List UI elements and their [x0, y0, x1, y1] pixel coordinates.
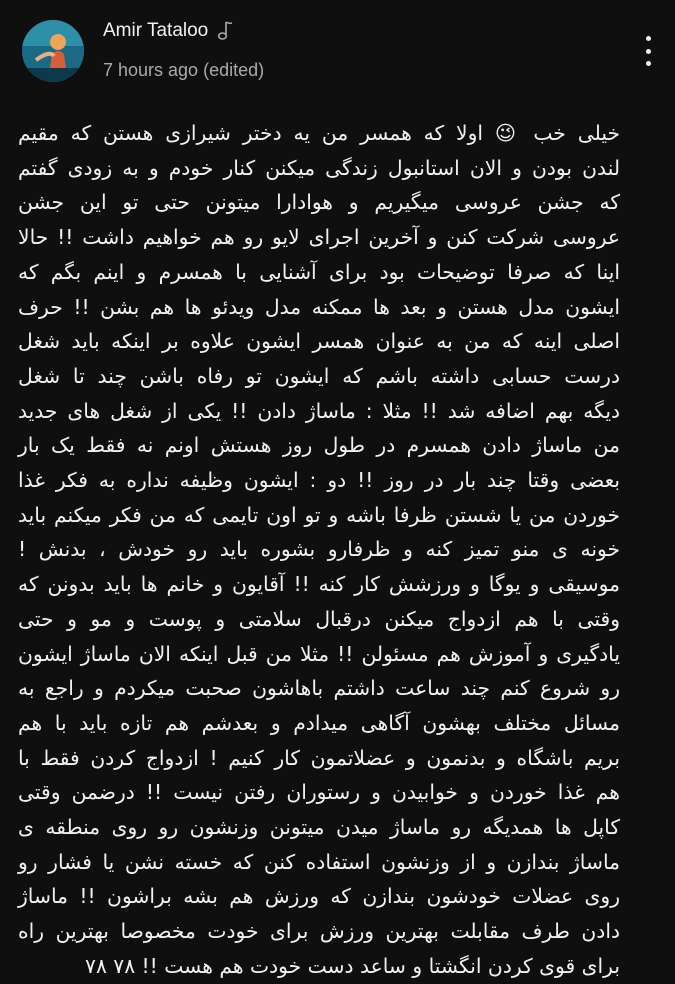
music-note-icon: [216, 20, 234, 42]
comment-line: خیلی خب 😉 اولا که همسر من یه دختر شیرازی هستن که مقیم: [18, 121, 620, 145]
comment-line: که جشن عروسی میگیریم و هوادارا میتونن حتی تو این جشن: [18, 190, 620, 215]
author-name[interactable]: Amir Tataloo: [103, 20, 209, 41]
author-row: [103, 20, 234, 42]
comment-timestamp[interactable]: 7 hours ago (edited): [103, 60, 265, 80]
comment-line: اینا که صرفا توضیحات بود برای آشنایی با همسرم و اینم بگم که: [18, 259, 620, 284]
comment-line: من ماساژ دادن همسرم در طول روز هستش اونم نه فقط یک بار: [18, 433, 620, 458]
comment-line: مسائل مختلف بهشون آگاهی میدادم و بعدشم هم تازه باید با هم: [18, 710, 620, 735]
comment-text: [18, 116, 620, 984]
comment-line: هم غذا خوردن و خوابیدن و رستوران رفتن نیست !! درضمن وقتی: [18, 780, 620, 805]
comment-line: ایشون مدل هستن و بعد ها ممکنه مدل ویدئو ها هم بشن !! حرف: [18, 294, 620, 319]
comment-line: کاپل ها همدیگه رو ماساژ میدن میتونن وزنشون رو روی منطقه ی: [18, 815, 620, 840]
comment-line: دیگه بهم اضافه شد !! مثلا : ماساژ دادن !! یکی از شغل های جدید: [18, 398, 620, 423]
comment-line: بریم باشگاه و بدنمون و عضلاتمون کار کنیم ! ازدواج کردن فقط با: [18, 745, 620, 770]
comment-line: رو شروع کنم چند ساعت داشتم باهاشون صحبت میکردم و راجع به: [18, 676, 620, 701]
comment-line: درست حسابی داشته باشم که ایشون تو رفاه باشن چند تا شغل: [18, 363, 620, 388]
comment-line: موسیقی و یوگا و ورزشش کار کنه !! آقایون و خانم ها باید بدونن که: [18, 572, 620, 597]
comment-line: اصلی اینه که من به عنوان همسر ایشون علاوه بر اینکه باید شغل: [18, 329, 620, 354]
avatar-image: [22, 20, 84, 82]
comment-line: ماساژ بندازن و از وزنشون استفاده کنن که خسته نشن یا فشار رو: [18, 849, 620, 874]
avatar[interactable]: [22, 20, 84, 82]
comment-header: [0, 0, 675, 100]
comment-line: دادن طرف مقابلت بهترین ورزش برای خودت مخصوصا بهترین راه: [18, 919, 620, 944]
comment-line: یادگیری و آموزش هم مسئولن !! مثلا من قبل اینکه الان ماساژ ایشون: [18, 641, 620, 666]
comment-line: بعضی وقتا چند بار در روز !! دو : ایشون وظیفه نداره به فکر غذا: [18, 468, 620, 493]
comment-line: وقتی با هم ازدواج میکنن درقبال سلامتی و پوست و مو و حتی: [18, 606, 620, 631]
comment-line: روی عضلات خودشون بندازن که ورزش هم بشه براشون !! ماساژ: [18, 884, 620, 909]
comment-line: عروسی شرکت کنن و آخرین اجرای لایو رو هم خواهیم داشت !! حالا: [18, 225, 620, 250]
comment-line: خونه ی منو تمیز کنه و ظرفارو بشوره باید رو خودش ، بدنش !: [18, 537, 620, 562]
comment-line: لندن بودن و الان استانبول زندگی میکنن کنار خودم و به زودی گفتم: [18, 155, 620, 180]
more-vert-icon[interactable]: [636, 34, 660, 68]
comment-line: خوردن من یا شستن ظرفا باشه و تو اون تایمی که من فکر میکنم باید: [18, 502, 620, 527]
comment-line: برای قوی کردن انگشتا و ساعد دست خودت هم هست !! ۷۸ ۷۸: [85, 953, 620, 978]
